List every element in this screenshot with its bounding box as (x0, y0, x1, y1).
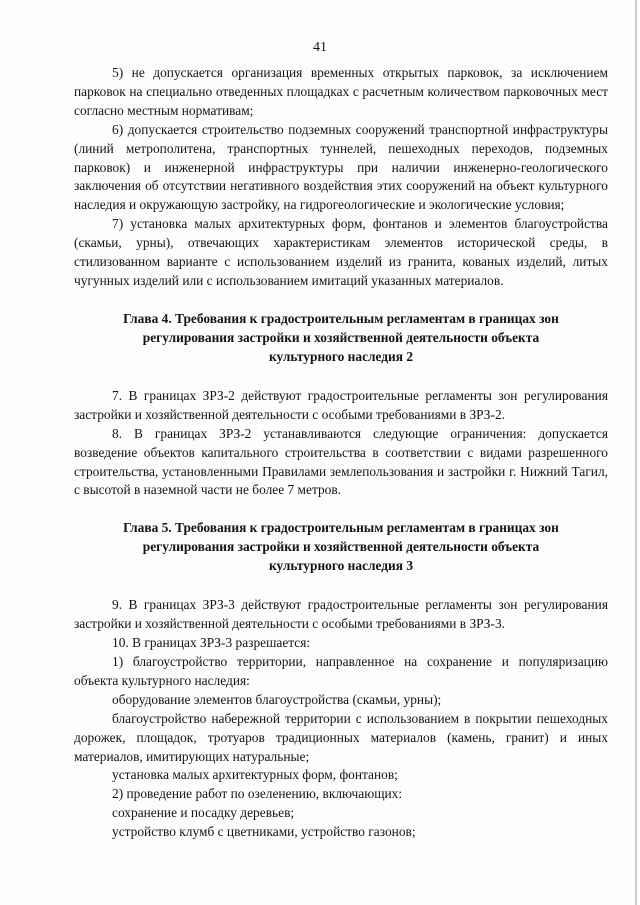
chapter-4-heading-line: Глава 4. Требования к градостроительным регламентам в границах зон (123, 310, 559, 326)
chapter-4-heading-line: регулирования застройки и хозяйственной деятельности объекта (142, 329, 540, 345)
paragraph-item-6: 6) допускается строительство подземных сооружений транспортной инфраструктуры (линий метрополитена, транспортных туннелей, пешеходных переходов, подземных парковок) и инженерной инфраструктуры при наличии инженерно-геологического заключения об отсутствии негативного воздействия этих сооружений на объект культурного наследия и окружающую застройку, на гидрогеологические и экологические условия; (74, 121, 608, 213)
chapter-5-heading-line: Глава 5. Требования к градостроительным регламентам в границах зон (123, 520, 559, 536)
list-item: установка малых архитектурных форм, фонтанов; (112, 767, 398, 783)
paragraph-item-5: 5) не допускается организация временных открытых парковок, за исключением парковок на специально отведенных площадках с расчетным количеством парковочных мест согласно местным нормативам; (74, 65, 608, 118)
clause-9: 9. В границах ЗРЗ-3 действуют градостроительные регламенты зон регулирования застройки и хозяйственной деятельности с особыми требованиями в ЗРЗ-3. (74, 597, 608, 632)
subclause-2: 2) проведение работ по озеленению, включающих: (112, 786, 403, 802)
scan-edge-mark (635, 0, 637, 905)
list-item: устройство клумб с цветниками, устройство газонов; (112, 824, 416, 840)
clause-8: 8. В границах ЗРЗ-2 устанавливаются следующие ограничения: допускается возведение объектов капитального строительства в соответствии с видами разрешенного строительства, установленными Правилами землепользования и застройки г. Нижний Тагил, с высотой в наземной части не более 7 метров. (74, 425, 608, 498)
subclause-1: 1) благоустройство территории, направленное на сохранение и популяризацию объекта культурного наследия: (74, 654, 608, 688)
clause-7: 7. В границах ЗРЗ-2 действуют градостроительные регламенты зон регулирования застройки и хозяйственной деятельности с особыми требованиями в ЗРЗ-2. (74, 387, 608, 422)
chapter-4-heading (82, 309, 600, 366)
chapter-5-heading-line: культурного наследия 3 (268, 558, 414, 574)
chapter-4-heading-line: культурного наследия 2 (268, 348, 414, 364)
page-number: 41 (313, 40, 327, 55)
clause-10: 10. В границах ЗРЗ-3 разрешается: (112, 635, 311, 651)
list-item: оборудование элементов благоустройства (скамьи, урны); (112, 691, 442, 707)
list-item: сохранение и посадку деревьев; (112, 805, 295, 821)
list-item: благоустройство набережной территории с использованием в покрытии пешеходных дорожек, площадок, тротуаров традиционных материалов (камень, гранит) и иных материалов, имитирующих натуральные; (74, 710, 608, 764)
chapter-5-heading (82, 518, 600, 575)
document-body (74, 64, 608, 842)
chapter-5-heading-line: регулирования застройки и хозяйственной деятельности объекта (142, 539, 540, 555)
paragraph-item-7: 7) установка малых архитектурных форм, фонтанов и элементов благоустройства (скамьи, урны), отвечающих характеристикам элементов исторической среды, в стилизованном варианте с использованием изделий из гранита, кованых изделий, литых чугунных изделий или с использованием имитаций указанных материалов. (74, 216, 608, 288)
